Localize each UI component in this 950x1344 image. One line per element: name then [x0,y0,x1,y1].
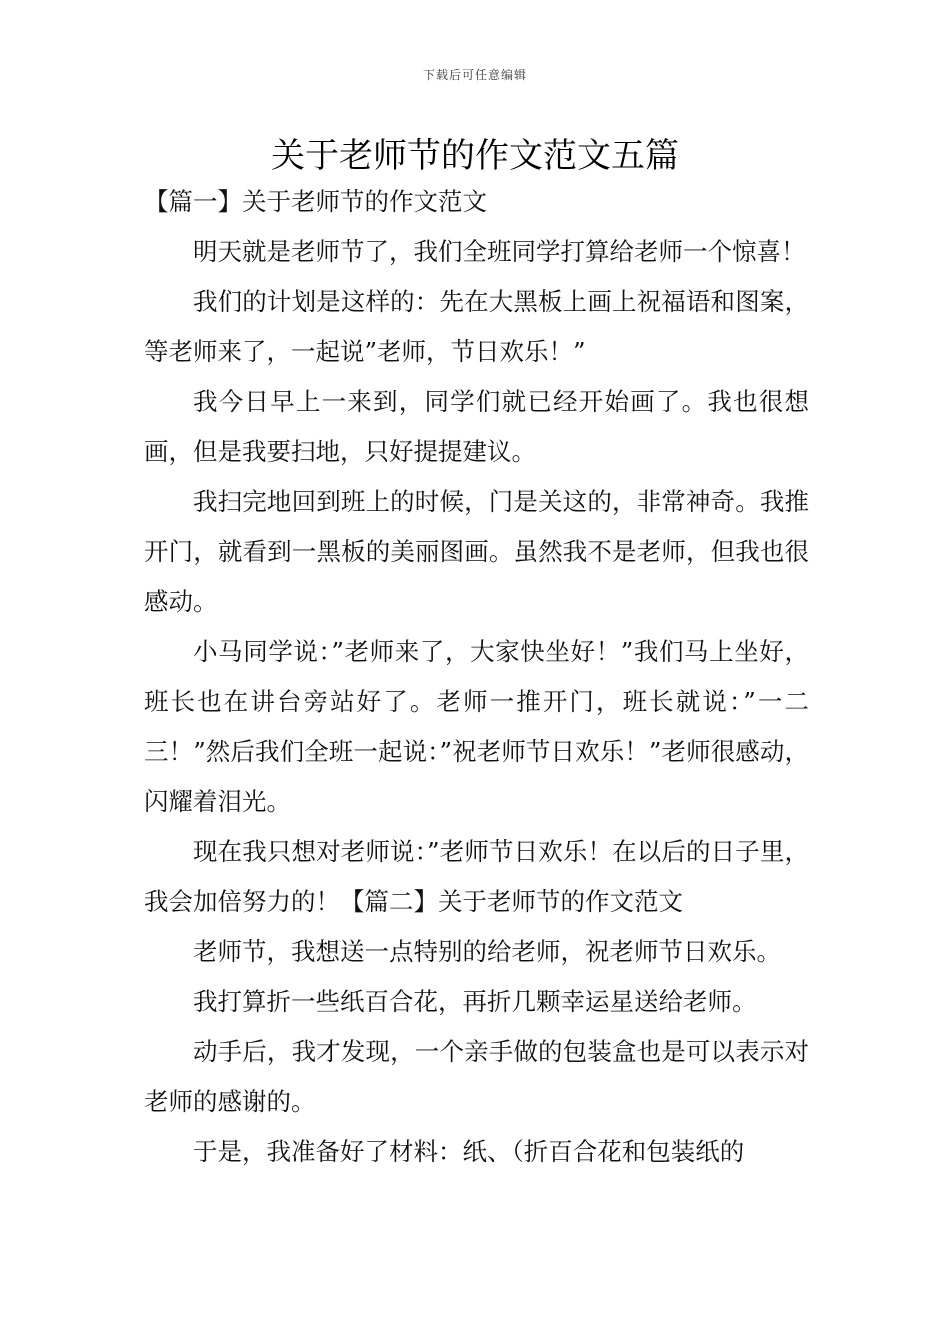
paragraph: 动手后，我才发现，一个亲手做的包装盒也是可以表示对老师的感谢的。 [144,1037,809,1116]
section-heading: 【篇一】关于老师节的作文范文 [144,187,487,216]
paragraph: 小马同学说：”老师来了，大家快坐好！”我们马上坐好，班长也在讲台旁站好了。老师一推开门，班长就说：”一二三！”然后我们全班一起说：”祝老师节日欢乐！”老师很感动，闪耀着泪光。 [144,637,809,816]
document-title: 关于老师节的作文范文五篇 [271,136,679,176]
paragraph: 我今日早上一来到，同学们就已经开始画了。我也很想画，但是我要扫地，只好提提建议。 [144,387,809,466]
paragraph: 现在我只想对老师说：”老师节日欢乐！在以后的日子里，我会加倍努力的！【篇二】关于老师节的作文范文 [144,837,809,916]
document-body [144,177,809,1177]
paragraph: 我们的计划是这样的：先在大黑板上画上祝福语和图案，等老师来了，一起说”老师，节日欢乐！” [144,287,809,366]
header-note: 下载后可任意编辑 [422,68,527,82]
paragraph: 我打算折一些纸百合花，再折几颗幸运星送给老师。 [193,987,757,1016]
paragraph: 于是，我准备好了材料：纸、（折百合花和包装纸的 [193,1137,745,1166]
paragraph: 明天就是老师节了，我们全班同学打算给老师一个惊喜！ [193,237,806,266]
paragraph: 我扫完地回到班上的时候，门是关这的，非常神奇。我推开门，就看到一黑板的美丽图画。虽然我不是老师，但我也很感动。 [144,487,809,616]
paragraph: 老师节，我想送一点特别的给老师，祝老师节日欢乐。 [193,937,781,966]
